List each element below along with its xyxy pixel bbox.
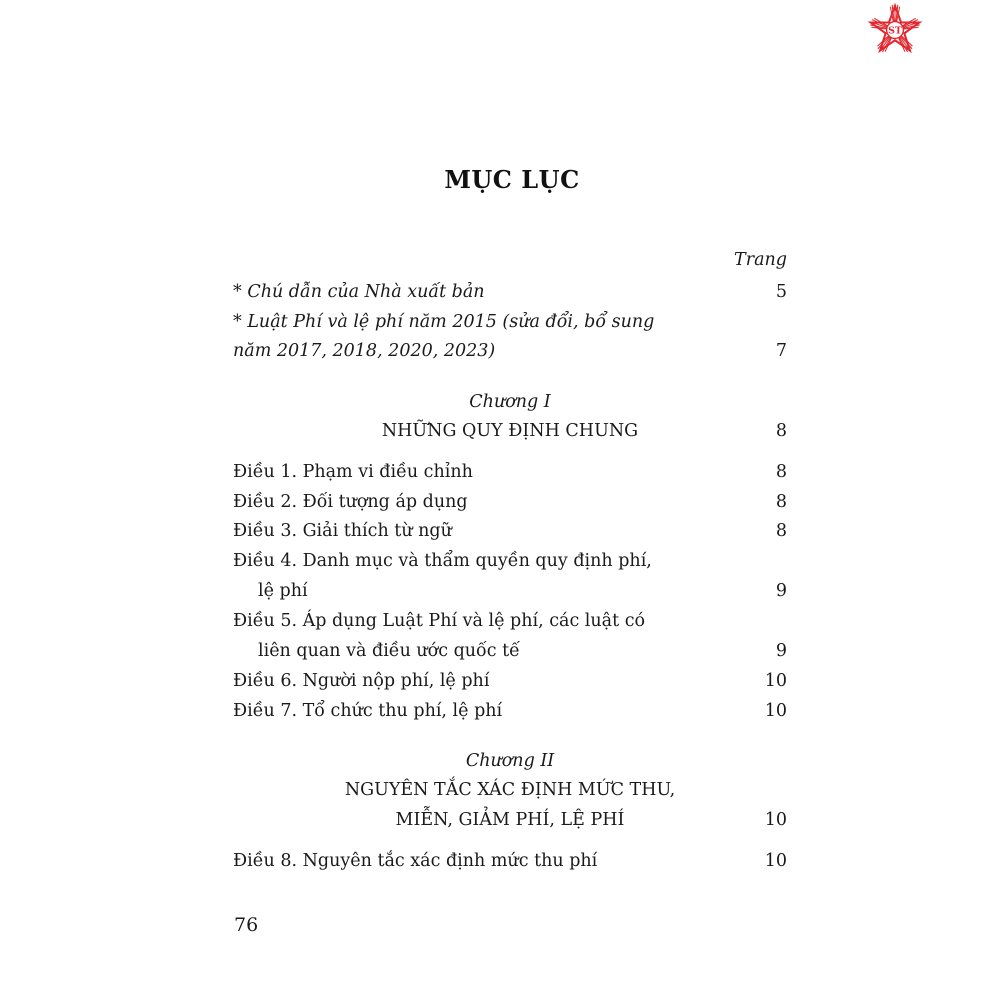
toc-entry-page: 9 (775, 581, 787, 601)
toc-entry-page: 10 (764, 810, 787, 830)
chapter-2-title-line1[interactable] (233, 776, 787, 804)
toc-entry-text: Điều 6. Người nộp phí, lệ phí (233, 671, 490, 691)
toc-entry-article-1[interactable] (233, 458, 787, 486)
chapter-label: Chương II (465, 751, 555, 771)
chapter-1-title[interactable] (233, 417, 787, 445)
toc-entry-article-4-line1[interactable] (233, 547, 787, 575)
toc-entry-law-text-line2[interactable] (233, 337, 787, 365)
chapter-2-title-line2[interactable] (233, 806, 787, 834)
toc-entry-text: Điều 3. Giải thích từ ngữ (233, 521, 452, 541)
toc-entry-page: 7 (775, 341, 787, 361)
svg-text:ST: ST (888, 25, 902, 37)
toc-entry-article-4-line2[interactable] (233, 577, 787, 605)
toc-entry-article-5-line2[interactable] (233, 637, 787, 665)
toc-entry-text: Điều 8. Nguyên tắc xác định mức thu phí (233, 851, 598, 871)
toc-entry-article-5-line1[interactable] (233, 607, 787, 635)
toc-entry-page: 8 (775, 421, 787, 441)
toc-entry-article-7[interactable] (233, 697, 787, 725)
toc-entry-page: 8 (775, 521, 787, 541)
toc-entry-text: Điều 7. Tổ chức thu phí, lệ phí (233, 701, 503, 721)
chapter-label: Chương I (469, 392, 551, 412)
toc-entry-text: Điều 4. Danh mục và thẩm quyền quy định phí, (233, 551, 652, 571)
toc-entry-page: 10 (764, 851, 787, 871)
toc-entry-text: lệ phí (258, 581, 308, 601)
toc-entry-text: Điều 2. Đối tượng áp dụng (233, 492, 468, 512)
toc-entry-text: Điều 5. Áp dụng Luật Phí và lệ phí, các luật có (233, 611, 646, 631)
page-number: 76 (234, 914, 259, 936)
toc-entry-text: Điều 1. Phạm vi điều chỉnh (233, 462, 473, 482)
publisher-star-logo-icon (866, 2, 924, 58)
chapter-title: MIỄN, GIẢM PHÍ, LỆ PHÍ (395, 810, 625, 830)
chapter-title: NGUYÊN TẮC XÁC ĐỊNH MỨC THU, (344, 780, 676, 800)
chapter-1-label (233, 388, 787, 416)
toc-entry-page: 10 (764, 701, 787, 721)
toc-entry-page: 9 (775, 641, 787, 661)
toc-entry-text: * Chú dẫn của Nhà xuất bản (233, 282, 485, 302)
toc-entry-article-8[interactable] (233, 847, 787, 875)
toc-entry-article-6[interactable] (233, 667, 787, 695)
chapter-title: NHỮNG QUY ĐỊNH CHUNG (381, 421, 639, 441)
toc-entry-page: 8 (775, 492, 787, 512)
toc-entry-article-3[interactable] (233, 517, 787, 545)
toc-entry-law-text-line1[interactable] (233, 308, 787, 336)
toc-entry-text: * Luật Phí và lệ phí năm 2015 (sửa đổi, bổ sung (233, 312, 655, 332)
toc-entry-article-2[interactable] (233, 488, 787, 516)
page-column-header: Trang (734, 250, 787, 270)
toc-entry-page: 10 (764, 671, 787, 691)
toc-entry-publisher-note[interactable] (233, 278, 787, 306)
toc-entry-page: 5 (775, 282, 787, 302)
page-title: MỤC LỤC (444, 165, 580, 194)
toc-entry-text: liên quan và điều ước quốc tế (258, 641, 520, 661)
chapter-2-label (233, 747, 787, 775)
toc-entry-page: 8 (775, 462, 787, 482)
toc-entry-text: năm 2017, 2018, 2020, 2023) (233, 341, 496, 361)
